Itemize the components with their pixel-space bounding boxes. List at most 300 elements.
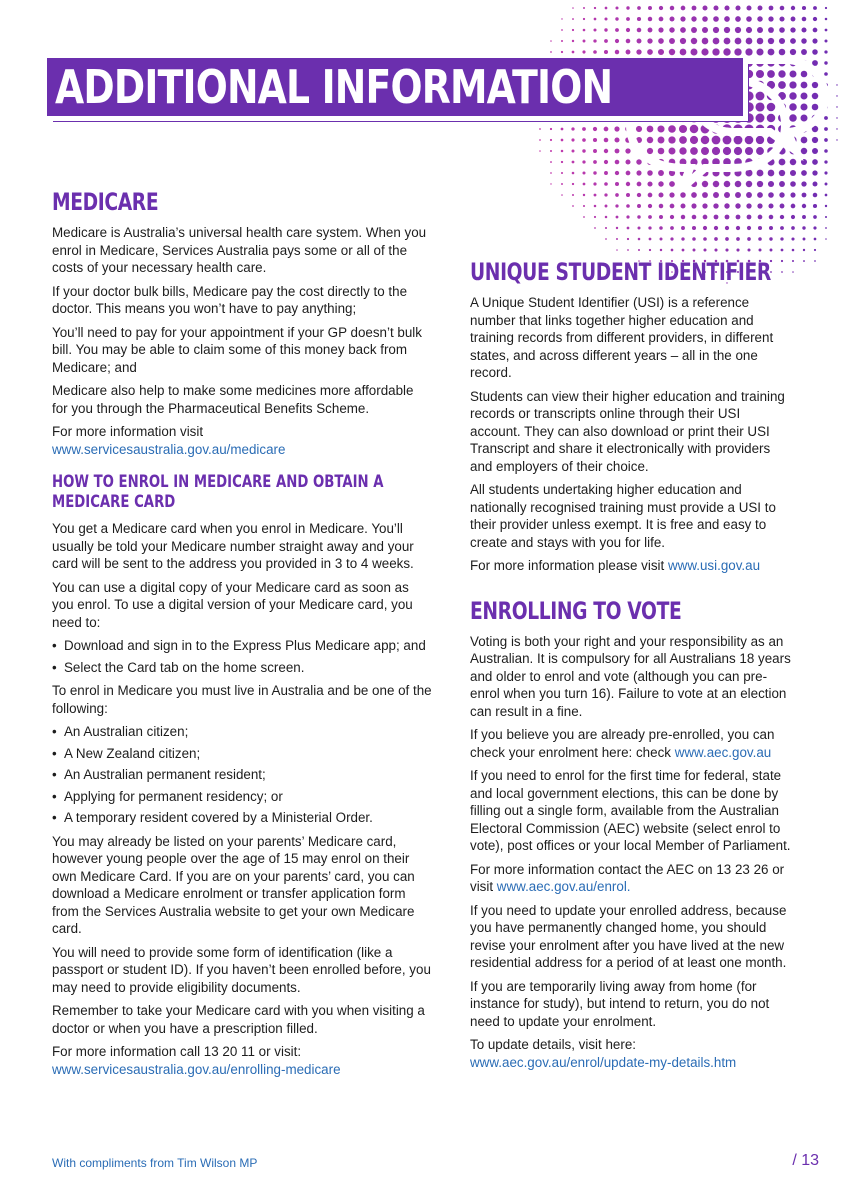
halftone-dot — [582, 160, 585, 163]
halftone-dot — [670, 237, 673, 240]
medicare-paragraph: If your doctor bulk bills, Medicare pay the cost directly to the doctor. This means you won’t have to pay anything; — [52, 283, 408, 316]
halftone-dot — [836, 128, 837, 129]
halftone-dot — [701, 48, 708, 55]
halftone-dot — [790, 170, 796, 176]
halftone-dot — [658, 148, 665, 155]
halftone-dot — [713, 27, 719, 33]
halftone-dot — [755, 102, 764, 111]
halftone-dot — [792, 249, 795, 252]
halftone-dot — [561, 139, 564, 142]
halftone-dot — [604, 39, 608, 43]
halftone-dot — [692, 237, 696, 241]
halftone-dot — [825, 205, 827, 207]
halftone-dot — [791, 237, 794, 240]
halftone-dot — [647, 148, 653, 154]
halftone-dot — [747, 215, 752, 220]
halftone-dot — [769, 215, 774, 220]
halftone-dot — [702, 203, 707, 208]
usi-paragraph: A Unique Student Identifier (USI) is a reference number that links together higher education and training records from different providers, in different states, and across different years – all in the one record. — [470, 295, 774, 380]
halftone-dot — [626, 6, 629, 9]
halftone-dot — [758, 237, 762, 241]
halftone-dot — [702, 181, 708, 187]
halftone-dot — [746, 203, 751, 208]
halftone-dot — [571, 138, 574, 141]
halftone-dot — [550, 51, 552, 53]
halftone-dot — [713, 192, 719, 198]
halftone-dot — [582, 138, 586, 142]
halftone-dot — [615, 204, 618, 207]
halftone-dot — [812, 137, 818, 143]
halftone-dot — [593, 39, 596, 42]
halftone-dot — [604, 193, 607, 196]
halftone-dot — [792, 271, 794, 273]
halftone-dot — [779, 27, 785, 33]
halftone-dot — [681, 237, 684, 240]
halftone-dot — [571, 116, 574, 119]
digital-steps-list — [52, 637, 432, 676]
halftone-dot — [825, 238, 827, 240]
halftone-dot — [615, 182, 619, 186]
halftone-dot — [637, 204, 641, 208]
halftone-dot — [824, 160, 827, 163]
halftone-dot — [746, 27, 752, 33]
halftone-dot — [725, 215, 730, 220]
halftone-dot — [550, 40, 552, 42]
halftone-dot — [626, 204, 630, 208]
halftone-dot — [637, 226, 640, 229]
halftone-dot — [780, 204, 785, 209]
halftone-dot — [723, 48, 730, 55]
halftone-dot — [735, 181, 742, 188]
halftone-dot — [594, 194, 597, 197]
halftone-dot — [780, 226, 784, 230]
halftone-dot — [626, 215, 629, 218]
halftone-dot — [690, 125, 699, 134]
halftone-dot — [572, 161, 575, 164]
aec-enrol-link[interactable]: www.aec.gov.au/enrol. — [496, 879, 631, 894]
halftone-dot — [626, 17, 630, 21]
halftone-dot — [615, 17, 618, 20]
halftone-dot — [702, 38, 709, 45]
halftone-dot — [813, 182, 818, 187]
halftone-dot — [637, 17, 641, 21]
halftone-dot — [593, 50, 597, 54]
halftone-dot — [824, 39, 827, 42]
halftone-dot — [768, 38, 774, 44]
halftone-dot — [745, 48, 752, 55]
halftone-dot — [780, 237, 783, 240]
page-title-banner — [47, 58, 743, 116]
halftone-dot — [790, 192, 795, 197]
halftone-dot — [736, 237, 740, 241]
list-item: • Download and sign in to the Express Plus Medicare app; and — [52, 637, 432, 655]
halftone-dot — [735, 38, 742, 45]
halftone-dot — [790, 181, 796, 187]
halftone-dot — [757, 170, 764, 177]
halftone-dot — [561, 51, 563, 53]
more-info-text: For more information please visit — [470, 558, 665, 573]
halftone-dot — [561, 183, 563, 185]
halftone-dot — [791, 204, 796, 209]
halftone-dot — [735, 203, 740, 208]
halftone-dot — [769, 6, 774, 11]
halftone-dot — [605, 227, 607, 229]
halftone-dot — [802, 215, 806, 219]
enrolling-medicare-link[interactable]: www.servicesaustralia.gov.au/enrolling-medicare — [52, 1061, 341, 1077]
halftone-dot — [626, 28, 630, 32]
halftone-dot — [767, 70, 775, 78]
halftone-dot — [593, 138, 597, 142]
halftone-dot — [583, 194, 585, 196]
halftone-dot — [614, 126, 619, 131]
vote-heading: ENROLLING TO VOTE — [470, 596, 682, 625]
halftone-dot — [550, 128, 552, 130]
medicare-paragraph: Medicare also help to make some medicines more affordable for you through the Pharmaceutical Benefits Scheme. — [52, 383, 414, 416]
vote-paragraph: If you are temporarily living away from home (for instance for study), but intend to return, you do not need to update your enrolment. — [470, 978, 770, 1029]
halftone-dot — [690, 147, 698, 155]
halftone-dot — [778, 81, 786, 89]
halftone-dot — [572, 51, 575, 54]
vote-paragraph: If you need to enrol for the first time for federal, state and local government elections, this can be done by filling out a single form, available from the Australian Electoral Commission (AEC) website (select enrol to vote), post offices or your local Member of Parliament. — [470, 768, 791, 853]
enrol-paragraph: You get a Medicare card when you enrol in Medicare. You’ll usually be told your Medicare number straight away and your card will be sent to the address you provided in 3 to 4 weeks. — [52, 521, 414, 571]
halftone-dot — [647, 38, 652, 43]
halftone-dot — [659, 226, 663, 230]
halftone-dot — [572, 18, 574, 20]
halftone-dot — [779, 192, 784, 197]
halftone-dot — [769, 237, 772, 240]
halftone-dot — [779, 16, 784, 21]
halftone-dot — [679, 147, 686, 154]
halftone-dot — [791, 17, 796, 22]
right-column — [470, 258, 792, 1077]
halftone-dot — [679, 136, 687, 144]
enrol-paragraph: You may already be listed on your parents’ Medicare card, however young people over the age of 15 may enrol on their own Medicare Card. If you are on your parents’ card, you can download a Medicare enrolment or transfer application form from the Services Australia website to get your own Medicare card. — [52, 833, 415, 936]
halftone-dot — [790, 49, 796, 55]
halftone-dot — [703, 215, 708, 220]
halftone-dot — [713, 5, 718, 10]
vote-section — [470, 597, 792, 1072]
halftone-dot — [615, 28, 619, 32]
halftone-dot — [615, 193, 619, 197]
halftone-dot — [724, 5, 729, 10]
halftone-dot — [713, 16, 719, 22]
halftone-dot — [803, 238, 806, 241]
halftone-dot — [691, 49, 698, 56]
halftone-dot — [768, 192, 774, 198]
halftone-dot — [671, 249, 674, 252]
halftone-dot — [735, 16, 741, 22]
halftone-dot — [780, 215, 784, 219]
halftone-dot — [636, 170, 641, 175]
halftone-dot — [691, 16, 696, 21]
halftone-dot — [800, 103, 807, 110]
halftone-dot — [780, 6, 785, 11]
halftone-dot — [792, 260, 794, 262]
halftone-dot — [616, 227, 618, 229]
left-column — [52, 188, 432, 1084]
halftone-dot — [746, 16, 752, 22]
halftone-dot — [669, 192, 674, 197]
halftone-dot — [572, 172, 575, 175]
medicare-link[interactable]: www.servicesaustralia.gov.au/medicare — [52, 441, 286, 457]
halftone-dot — [756, 70, 764, 78]
halftone-dot — [789, 114, 797, 122]
halftone-dot — [660, 238, 663, 241]
aec-update-details-link[interactable]: www.aec.gov.au/enrol/update-my-details.htm — [470, 1054, 737, 1070]
enrol-paragraph: To enrol in Medicare you must live in Australia and be one of the following: — [52, 683, 432, 716]
halftone-dot — [712, 147, 720, 155]
usi-heading: UNIQUE STUDENT IDENTIFIER — [470, 258, 771, 286]
halftone-dot — [714, 248, 717, 251]
enrol-paragraph: You can use a digital copy of your Medicare card as soon as you enrol. To use a digital version of your Medicare card, you need to: — [52, 579, 413, 630]
halftone-dot — [724, 16, 730, 22]
halftone-dot — [616, 249, 618, 251]
halftone-dot — [561, 18, 562, 19]
halftone-dot — [736, 226, 740, 230]
halftone-dot — [702, 27, 708, 33]
halftone-dot — [615, 160, 620, 165]
halftone-dot — [824, 138, 828, 142]
halftone-dot — [637, 215, 640, 218]
eligibility-list — [52, 723, 432, 827]
halftone-dot — [550, 183, 551, 184]
halftone-dot — [691, 38, 697, 44]
halftone-dot — [627, 249, 629, 251]
halftone-dot — [767, 103, 776, 112]
halftone-dot — [561, 128, 564, 131]
halftone-dot — [801, 27, 806, 32]
halftone-dot — [692, 215, 697, 220]
halftone-dot — [648, 193, 653, 198]
halftone-dot — [670, 6, 674, 10]
halftone-dot — [690, 136, 698, 144]
halftone-dot — [814, 260, 816, 262]
halftone-dot — [659, 204, 664, 209]
aec-link[interactable]: www.aec.gov.au — [674, 744, 772, 760]
usi-section — [470, 258, 792, 575]
halftone-dot — [550, 139, 552, 141]
halftone-dot — [814, 238, 817, 241]
halftone-dot — [638, 238, 641, 241]
halftone-dot — [812, 148, 818, 154]
halftone-dot — [615, 171, 619, 175]
halftone-dot — [594, 205, 597, 208]
halftone-dot — [648, 28, 653, 33]
halftone-dot — [814, 249, 816, 251]
halftone-dot — [813, 28, 818, 33]
halftone-dot — [836, 95, 837, 96]
halftone-dot — [725, 248, 728, 251]
halftone-dot — [572, 205, 574, 207]
halftone-dot — [724, 27, 730, 33]
halftone-dot — [759, 249, 762, 252]
halftone-dot — [824, 171, 827, 174]
halftone-dot — [593, 116, 597, 120]
halftone-dot — [734, 48, 741, 55]
halftone-dot — [593, 28, 596, 31]
halftone-dot — [758, 6, 763, 11]
usi-paragraph: All students undertaking higher education and nationally recognised training must provide a USI to their provider unless exempt. It is free and easy to create and stays with you for life. — [470, 482, 776, 550]
halftone-dot — [745, 70, 753, 78]
halftone-dot — [768, 16, 773, 21]
halftone-dot — [593, 182, 596, 185]
halftone-dot — [647, 126, 654, 133]
halftone-dot — [627, 238, 629, 240]
halftone-dot — [778, 70, 785, 77]
halftone-dot — [615, 149, 620, 154]
usi-paragraph: Students can view their higher education and training records or transcripts online through their USI account. They can also download or print their USI Transcript and share it electronically with providers and employers of their choice. — [470, 388, 785, 474]
halftone-dot — [836, 139, 837, 140]
halftone-dot — [812, 104, 819, 111]
halftone-dot — [604, 160, 608, 164]
halftone-dot — [801, 82, 808, 89]
halftone-dot — [594, 227, 596, 229]
halftone-dot — [648, 226, 651, 229]
footer-compliments: With compliments from Tim Wilson MP — [52, 1156, 258, 1170]
halftone-dot — [724, 203, 729, 208]
halftone-dot — [572, 150, 575, 153]
usi-link[interactable]: www.usi.gov.au — [667, 558, 761, 573]
page-title: ADDITIONAL INFORMATION — [55, 60, 613, 114]
enrol-paragraph: Remember to take your Medicare card with you when visiting a doctor or when you have a prescription filled. — [52, 1003, 425, 1036]
halftone-dot — [648, 215, 652, 219]
halftone-dot — [625, 148, 630, 153]
halftone-dot — [682, 249, 685, 252]
halftone-dot — [668, 136, 675, 143]
halftone-dot — [604, 171, 608, 175]
halftone-dot — [670, 204, 675, 209]
vote-text: To update details, visit here: — [470, 1037, 636, 1052]
halftone-dot — [824, 127, 828, 131]
halftone-dot — [768, 181, 774, 187]
halftone-dot — [637, 182, 642, 187]
halftone-dot — [746, 38, 753, 45]
halftone-dot — [801, 71, 808, 78]
halftone-dot — [658, 137, 665, 144]
halftone-dot — [626, 193, 630, 197]
halftone-dot — [625, 159, 630, 164]
halftone-dot — [779, 170, 785, 176]
halftone-dot — [626, 50, 631, 55]
halftone-dot — [825, 7, 827, 9]
vote-paragraph — [470, 726, 792, 761]
halftone-dot — [571, 127, 574, 130]
halftone-dot — [680, 16, 685, 21]
halftone-dot — [626, 171, 631, 176]
halftone-dot — [593, 160, 597, 164]
halftone-dot — [691, 203, 696, 208]
halftone-dot — [659, 6, 663, 10]
halftone-dot — [561, 194, 563, 196]
halftone-dot — [813, 215, 817, 219]
halftone-dot — [735, 5, 740, 10]
halftone-dot — [648, 17, 652, 21]
halftone-dot — [658, 49, 664, 55]
halftone-dot — [649, 249, 651, 251]
halftone-dot — [616, 216, 619, 219]
halftone-dot — [605, 7, 608, 10]
halftone-dot — [637, 39, 642, 44]
halftone-dot — [746, 5, 751, 10]
halftone-dot — [724, 38, 731, 45]
halftone-dot — [802, 193, 807, 198]
halftone-dot — [636, 159, 641, 164]
halftone-dot — [582, 50, 585, 53]
halftone-dot — [638, 249, 640, 251]
halftone-dot — [582, 127, 586, 131]
halftone-dot — [657, 125, 664, 132]
halftone-dot — [790, 159, 796, 165]
halftone-dot — [604, 127, 609, 132]
halftone-dot — [813, 6, 817, 10]
halftone-dot — [594, 216, 596, 218]
halftone-dot — [756, 114, 765, 123]
halftone-dot — [756, 92, 765, 101]
halftone-dot — [582, 116, 586, 120]
halftone-dot — [744, 113, 753, 122]
halftone-dot — [561, 150, 564, 153]
halftone-dot — [703, 248, 706, 251]
halftone-dot — [681, 215, 685, 219]
halftone-dot — [583, 216, 585, 218]
halftone-dot — [813, 17, 817, 21]
halftone-dot — [615, 6, 618, 9]
medicare-paragraph: Medicare is Australia’s universal health care system. When you enrol in Medicare, Services Australia pays some or all of the costs of your necessary health care. — [52, 225, 427, 275]
halftone-dot — [803, 249, 805, 251]
halftone-dot — [550, 117, 552, 119]
medicare-section — [52, 188, 432, 458]
halftone-dot — [790, 27, 795, 32]
halftone-dot — [702, 16, 708, 22]
halftone-dot — [712, 136, 721, 145]
halftone-dot — [701, 136, 709, 144]
halftone-dot — [757, 203, 762, 208]
halftone-dot — [713, 38, 720, 45]
halftone-dot — [680, 38, 686, 44]
halftone-dot — [734, 147, 742, 155]
list-item: • A temporary resident covered by a Ministerial Order. — [52, 809, 432, 827]
halftone-dot — [770, 249, 773, 252]
halftone-dot — [691, 27, 697, 33]
halftone-dot — [692, 226, 696, 230]
halftone-dot — [746, 181, 752, 187]
halftone-dot — [604, 116, 609, 121]
halftone-dot — [747, 237, 751, 241]
halftone-dot — [802, 226, 805, 229]
halftone-dot — [604, 28, 607, 31]
halftone-dot — [812, 38, 817, 43]
halftone-dot — [691, 192, 697, 198]
halftone-dot — [583, 29, 586, 32]
halftone-dot — [801, 148, 807, 154]
halftone-dot — [637, 6, 641, 10]
halftone-dot — [744, 91, 753, 100]
halftone-dot — [802, 204, 806, 208]
enrol-medicare-heading: HOW TO ENROL IN MEDICARE AND OBTAIN A MEDICARE CARD — [52, 472, 384, 512]
halftone-dot — [582, 149, 585, 152]
halftone-dot — [626, 39, 631, 44]
halftone-dot — [779, 159, 786, 166]
halftone-dot — [637, 193, 641, 197]
halftone-dot — [593, 127, 597, 131]
halftone-dot — [725, 237, 729, 241]
halftone-dot — [572, 40, 574, 42]
halftone-dot — [836, 84, 837, 85]
halftone-dot — [825, 216, 827, 218]
halftone-dot — [668, 125, 676, 133]
halftone-dot — [767, 114, 776, 123]
halftone-dot — [539, 117, 541, 119]
